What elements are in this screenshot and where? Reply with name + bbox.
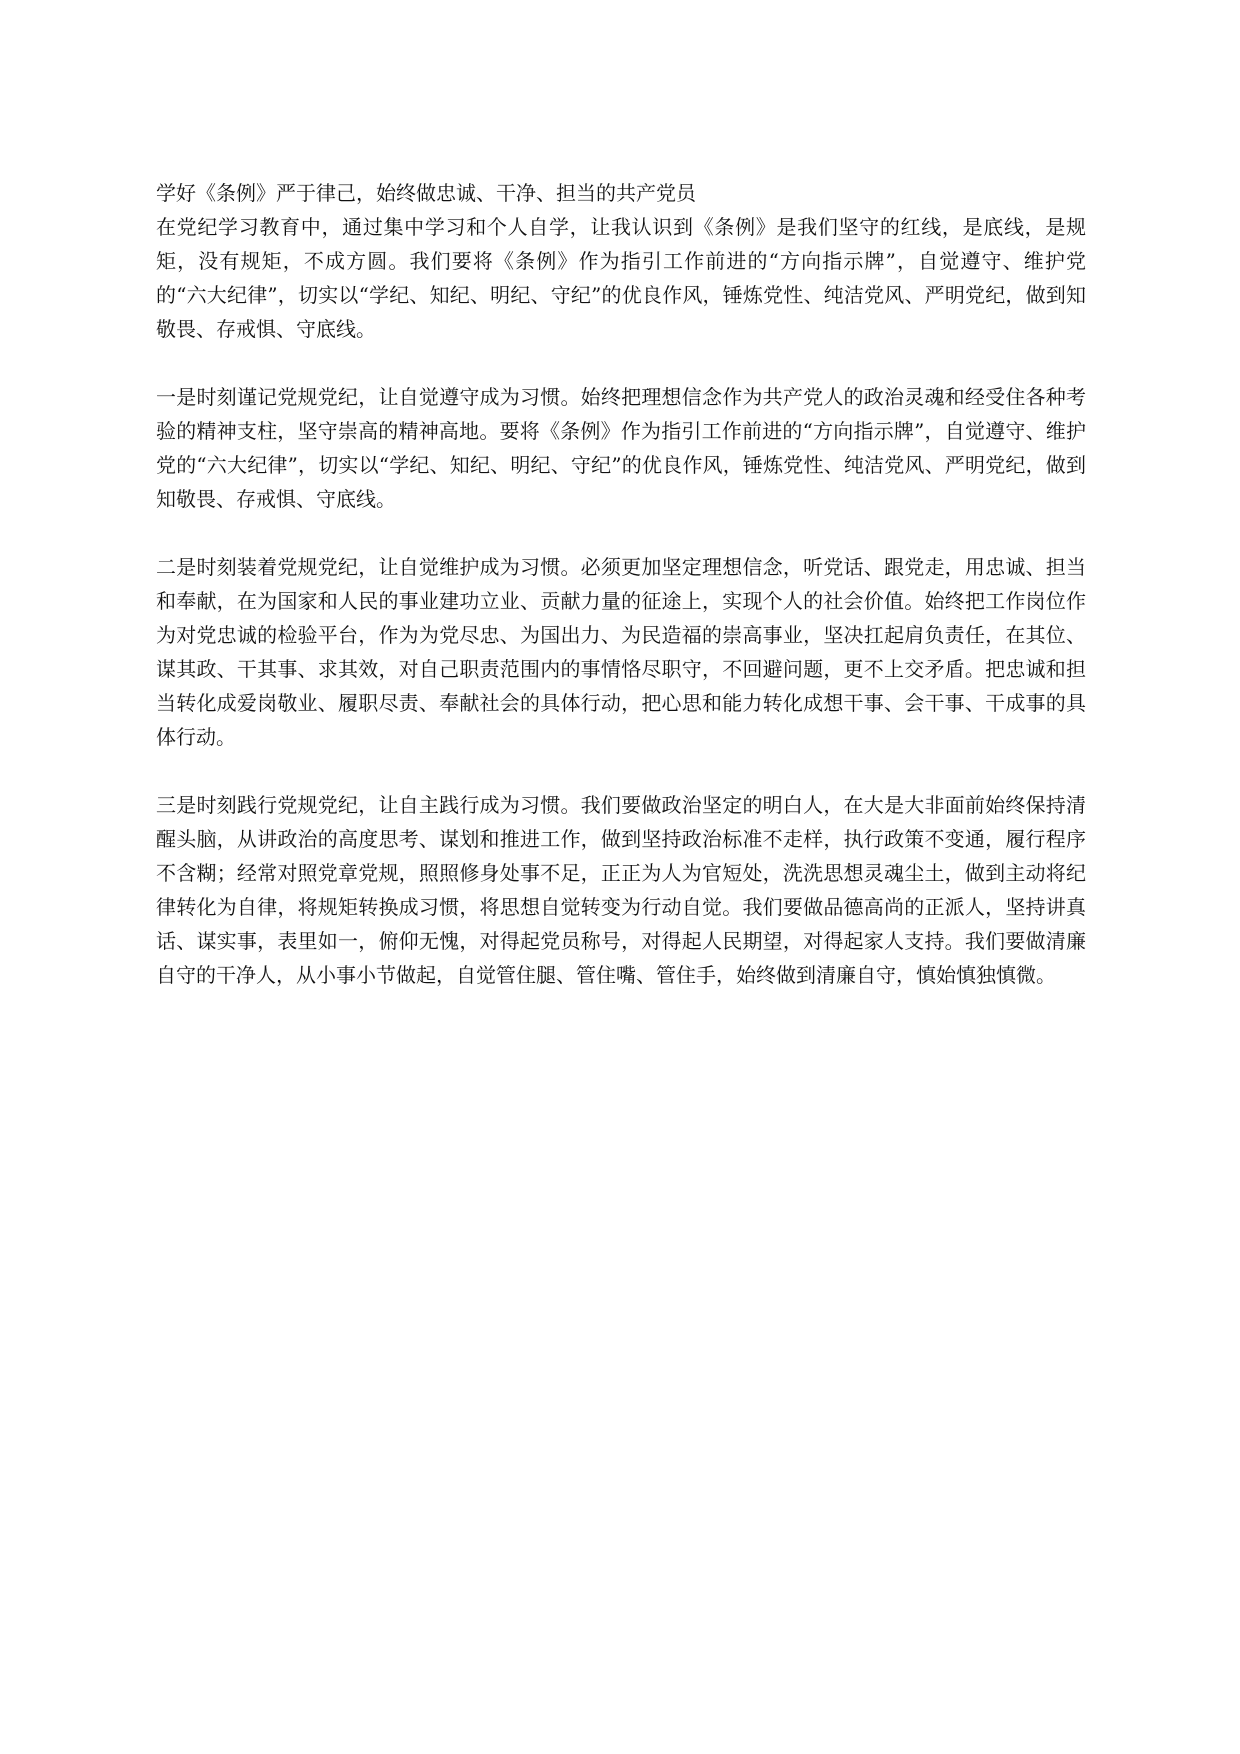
paragraph-spacer: [156, 516, 1086, 550]
document-page: [156, 176, 1086, 992]
intro-paragraph: 在党纪学习教育中，通过集中学习和个人自学，让我认识到《条例》是我们坚守的红线，是底线，是规矩，没有规矩，不成方圆。我们要将《条例》作为指引工作前进的“方向指示牌”，自觉遵守、维护党的“六大纪律”，切实以“学纪、知纪、明纪、守纪”的优良作风，锤炼党性、纯洁党风、严明党纪，做到知敬畏、存戒惧、守底线。: [156, 215, 1086, 341]
point-three-paragraph: 三是时刻践行党规党纪，让自主践行成为习惯。我们要做政治坚定的明白人，在大是大非面前始终保持清醒头脑，从讲政治的高度思考、谋划和推进工作，做到坚持政治标准不走样，执行政策不变通，履行程序不含糊；经常对照党章党规，照照修身处事不足，正正为人为官短处，洗洗思想灵魂尘土，做到主动将纪律转化为自律，将规矩转换成习惯，将思想自觉转变为行动自觉。我们要做品德高尚的正派人，坚持讲真话、谋实事，表里如一，俯仰无愧，对得起党员称号，对得起人民期望，对得起家人支持。我们要做清廉自守的干净人，从小事小节做起，自觉管住腿、管住嘴、管住手，始终做到清廉自守，慎始慎独慎微。: [156, 793, 1086, 987]
paragraph-spacer: [156, 754, 1086, 788]
document-title: 学好《条例》严于律己，始终做忠诚、干净、担当的共产党员: [156, 181, 696, 205]
paragraph-spacer: [156, 346, 1086, 380]
point-two-paragraph: 二是时刻装着党规党纪，让自觉维护成为习惯。必须更加坚定理想信念，听党话、跟党走，用忠诚、担当和奉献，在为国家和人民的事业建功立业、贡献力量的征途上，实现个人的社会价值。始终把工作岗位作为对党忠诚的检验平台，作为为党尽忠、为国出力、为民造福的崇高事业，坚决扛起肩负责任，在其位、谋其政、干其事、求其效，对自己职责范围内的事情恪尽职守，不回避问题，更不上交矛盾。把忠诚和担当转化成爱岗敬业、履职尽责、奉献社会的具体行动，把心思和能力转化成想干事、会干事、干成事的具体行动。: [156, 555, 1086, 749]
point-one-paragraph: 一是时刻谨记党规党纪，让自觉遵守成为习惯。始终把理想信念作为共产党人的政治灵魂和经受住各种考验的精神支柱，坚守崇高的精神高地。要将《条例》作为指引工作前进的“方向指示牌”，自觉遵守、维护党的“六大纪律”，切实以“学纪、知纪、明纪、守纪”的优良作风，锤炼党性、纯洁党风、严明党纪，做到知敬畏、存戒惧、守底线。: [156, 385, 1086, 511]
